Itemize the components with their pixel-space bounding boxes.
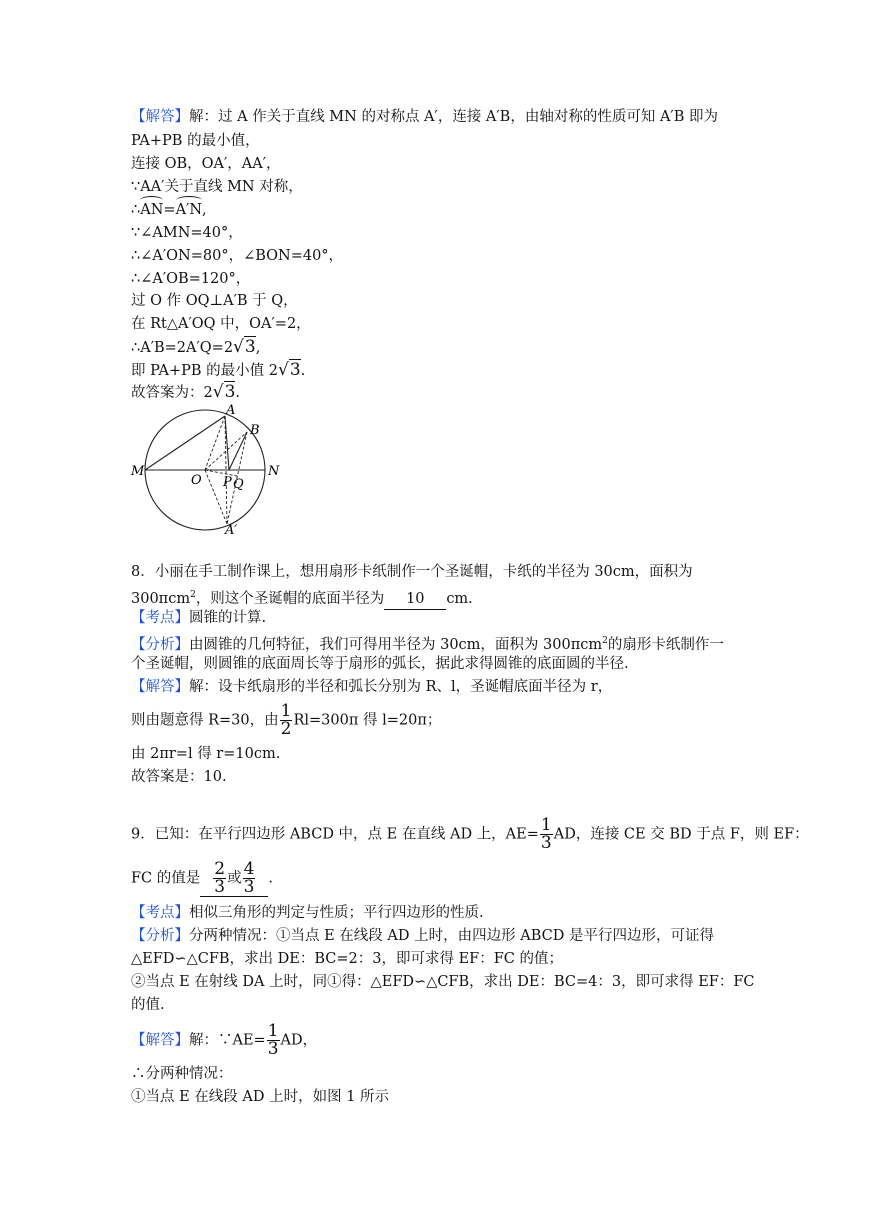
s9-question-2 — [131, 861, 273, 897]
segment-pb — [229, 432, 247, 470]
s9-jieda — [131, 1023, 317, 1058]
therefore-symbol: ∴ — [131, 202, 141, 218]
arc-a2n: A′N — [175, 202, 203, 218]
sqrt-3 — [233, 336, 256, 357]
s7-line-11 — [131, 337, 260, 358]
answer-tag: 【解答】 — [131, 109, 189, 125]
sqrt-3 — [278, 359, 301, 380]
numerator: 1 — [280, 701, 292, 721]
radicand: 3 — [289, 360, 301, 380]
sqrt-3 — [213, 381, 236, 402]
denominator: 3 — [267, 1039, 279, 1059]
s9-fenxi-3: ②当点 E 在射线 DA 上时，同①得：△EFD∽△CFB，求出 DE：BC=4：3，即可求得 EF：FC — [131, 974, 755, 990]
s8-eq-3: 故答案是：10. — [131, 769, 227, 785]
text: 故答案为：2 — [131, 385, 213, 401]
text: cm. — [446, 590, 473, 607]
fenxi-tag: 【分析】 — [131, 636, 189, 653]
s7-line-12 — [131, 360, 305, 381]
answer-blank — [200, 861, 268, 897]
kaodian-tag: 【考点】 — [131, 610, 189, 626]
text: 300πcm — [131, 590, 191, 607]
numerator: 1 — [540, 815, 552, 835]
s7-line-13 — [131, 382, 240, 403]
fraction-four-thirds — [243, 861, 256, 896]
denominator: 2 — [280, 719, 292, 739]
text: 即 PA+PB 的最小值 2 — [131, 363, 279, 379]
label-q: Q — [233, 477, 244, 492]
text: 或 — [227, 870, 242, 887]
fraction-one-third — [267, 1023, 280, 1058]
text: 圆锥的计算. — [189, 610, 267, 626]
text: FC 的值是 — [131, 870, 201, 887]
s9-line-2: ∴分两种情况： — [131, 1066, 233, 1082]
s7-line-6: ∵∠AMN=40°， — [131, 225, 243, 241]
answer-tag: 【解答】 — [131, 679, 189, 695]
arc-an: AN — [140, 202, 164, 218]
text: Rl=300π 得 l=20π； — [293, 712, 442, 729]
text: 9．已知：在平行四边形 ABCD 中，点 E 在直线 AD 上，AE= — [131, 826, 539, 843]
label-a-prime: A′ — [225, 523, 238, 537]
s7-line-7: ∴∠A′ON=80°，∠BON=40°， — [131, 248, 344, 264]
superscript: 2 — [602, 636, 608, 646]
numerator: 1 — [267, 1021, 279, 1041]
denominator: 3 — [214, 877, 226, 897]
s8-question-2 — [131, 585, 473, 610]
numerator: 2 — [214, 859, 226, 879]
s9-fenxi-1 — [131, 926, 714, 946]
s7-line-8: ∴∠A′OB=120°， — [131, 271, 251, 287]
s9-fenxi-4: 的值. — [131, 997, 165, 1013]
s9-fenxi-2: △EFD∽△CFB，求出 DE：BC=2：3，即可求得 EF：FC 的值； — [131, 951, 563, 967]
s9-question-1 — [131, 817, 809, 852]
s8-kaodian — [131, 608, 266, 628]
text: 由圆锥的几何特征，我们可得用半径为 30cm，面积为 300πcm — [189, 636, 603, 653]
circle-figure — [125, 402, 285, 537]
label-n: N — [268, 464, 280, 479]
text: 则由题意得 R=30，由 — [131, 712, 279, 729]
s8-question-1: 8．小丽在手工制作课上，想用扇形卡纸制作一个圣诞帽，卡纸的半径为 30cm，面积为 — [131, 564, 693, 580]
text: 相似三角形的判定与性质；平行四边形的性质. — [189, 905, 484, 921]
text: 解：∵AE= — [189, 1032, 266, 1049]
label-m: M — [131, 464, 145, 479]
s9-line-3: ①当点 E 在线段 AD 上时，如图 1 所示 — [131, 1089, 390, 1105]
text: , — [255, 340, 261, 356]
s8-fenxi-1 — [131, 631, 724, 655]
text: AD， — [280, 1032, 318, 1049]
text: 解：设卡纸扇形的半径和弧长分别为 R、l，圣诞帽底面半径为 r， — [189, 679, 613, 695]
numerator: 4 — [243, 859, 255, 879]
text: ∴A′B=2A′Q=2 — [131, 340, 234, 356]
text: AD，连接 CE 交 BD 于点 F，则 EF： — [553, 826, 809, 843]
comma: , — [202, 202, 207, 218]
answer-tag: 【解答】 — [131, 1032, 189, 1049]
s7-line-1 — [131, 107, 718, 127]
s8-eq-2: 由 2πr=l 得 r=10cm. — [131, 746, 281, 762]
text: ，则这个圣诞帽的底面半径为 — [195, 590, 385, 607]
kaodian-tag: 【考点】 — [131, 905, 189, 921]
s7-line-9: 过 O 作 OQ⊥A′B 于 Q， — [131, 293, 298, 309]
segment-oq — [205, 470, 237, 476]
text: . — [300, 363, 306, 379]
s8-jieda — [131, 677, 612, 697]
denominator: 3 — [243, 877, 255, 897]
segment-oa — [205, 416, 225, 470]
label-p: P — [223, 475, 232, 490]
text: . — [235, 385, 241, 401]
label-b: B — [250, 423, 260, 438]
s7-text: 解：过 A 作关于直线 MN 的对称点 A′，连接 A′B，由轴对称的性质可知 A′B 即为 — [189, 109, 718, 125]
s8-fenxi-2: 个圣诞帽，则圆锥的底面周长等于扇形的弧长，据此求得圆锥的底面圆的半径. — [131, 656, 629, 672]
s8-eq-1 — [131, 703, 441, 738]
equals: = — [163, 202, 176, 218]
fraction-one-third — [540, 817, 553, 852]
radicand: 3 — [224, 382, 236, 402]
s7-line-2: PA+PB 的最小值， — [131, 133, 260, 149]
fenxi-tag: 【分析】 — [131, 928, 189, 944]
s7-line-10: 在 Rt△A′OQ 中，OA′=2， — [131, 316, 311, 332]
text: 分两种情况：①当点 E 在线段 AD 上时，由四边形 ABCD 是平行四边形，可证得 — [189, 928, 714, 944]
segment-ma — [145, 416, 225, 470]
superscript: 2 — [190, 590, 196, 600]
text: . — [268, 870, 274, 887]
s7-line-3: 连接 OB，OA′，AA′， — [131, 156, 281, 172]
radical-sign: √ — [233, 337, 244, 357]
label-o: O — [191, 473, 202, 488]
text: 的扇形卡纸制作一 — [607, 636, 724, 653]
s7-line-4: ∵AA′关于直线 MN 对称， — [131, 179, 303, 195]
s7-line-5 — [131, 200, 207, 220]
fraction-one-half — [280, 703, 293, 738]
fraction-two-thirds — [213, 861, 226, 896]
radical-sign: √ — [278, 360, 289, 380]
denominator: 3 — [540, 833, 552, 853]
answer-blank: 10 — [384, 589, 446, 610]
radical-sign: √ — [212, 382, 224, 402]
radicand: 3 — [244, 337, 256, 357]
s9-kaodian — [131, 903, 484, 923]
label-a: A — [226, 403, 236, 418]
